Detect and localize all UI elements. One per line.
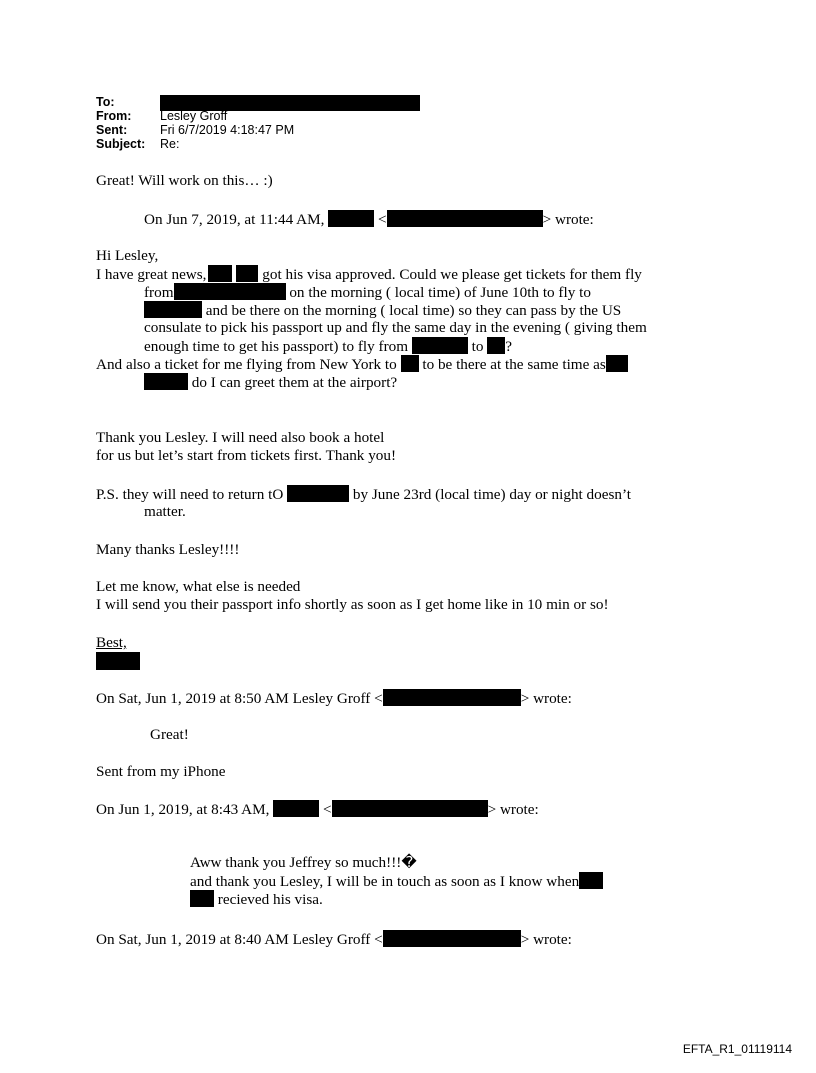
paragraph-line xyxy=(96,485,631,504)
paragraph-text: from xyxy=(144,284,174,301)
paragraph-line: Thank you Lesley. I will need also book a hotel xyxy=(96,429,385,446)
paragraph-line xyxy=(190,890,323,909)
paragraph-text: recieved his visa. xyxy=(214,891,323,908)
paragraph-line xyxy=(144,301,621,320)
redaction-box xyxy=(412,337,468,354)
paragraph-text: and thank you Lesley, I will be in touch as soon as I know when xyxy=(190,873,580,890)
paragraph-line: Aww thank you Jeffrey so much!!!� xyxy=(190,854,417,871)
paragraph-text: on the morning ( local time) of June 10th to fly to xyxy=(289,284,591,301)
quote-header-text: On Sat, Jun 1, 2019 at 8:40 AM Lesley Groff < xyxy=(96,931,383,948)
paragraph-line: matter. xyxy=(144,503,186,520)
redaction-box xyxy=(487,337,505,354)
redaction-box xyxy=(383,689,521,706)
paragraph-line: Let me know, what else is needed xyxy=(96,578,301,595)
redaction-box xyxy=(332,800,488,817)
paragraph-line xyxy=(190,872,603,891)
quote-header-text: On Jun 7, 2019, at 11:44 AM, xyxy=(144,211,329,228)
quote-header-text: > wrote: xyxy=(520,690,572,707)
redaction-box xyxy=(96,652,140,670)
paragraph-text: ? xyxy=(505,338,513,355)
redaction-box xyxy=(144,373,188,390)
quote-header-text: < xyxy=(319,801,332,818)
quote-header-text: On Jun 1, 2019, at 8:43 AM, xyxy=(96,801,274,818)
redaction-box xyxy=(273,800,319,817)
redaction-box xyxy=(387,210,543,227)
redaction-box xyxy=(202,95,420,111)
redaction-box xyxy=(401,355,419,372)
redaction-box xyxy=(236,265,258,282)
paragraph-line: Great! xyxy=(150,726,189,743)
paragraph-line: for us but let’s start from tickets first. Thank you! xyxy=(96,447,397,464)
paragraph-line xyxy=(96,265,642,284)
subject-label: Subject: xyxy=(96,137,146,151)
bates-number: EFTA_R1_01119114 xyxy=(682,1042,792,1056)
paragraph-text: to xyxy=(471,338,484,355)
subject-value: Re: xyxy=(160,137,180,151)
reply-line: Great! Will work on this… :) xyxy=(96,172,273,189)
redaction-box xyxy=(606,355,628,372)
redaction-box xyxy=(236,283,286,300)
quote-header-text: > wrote: xyxy=(542,211,594,228)
paragraph-line: Many thanks Lesley!!!! xyxy=(96,541,240,558)
paragraph-line xyxy=(144,337,512,356)
paragraph-line: consulate to pick his passport up and fly the same day in the evening ( giving them xyxy=(144,319,647,336)
paragraph-line xyxy=(96,355,628,374)
redaction-box xyxy=(190,890,214,907)
paragraph-text: enough time to get his passport) to fly from xyxy=(144,338,409,355)
from-label: From: xyxy=(96,109,132,123)
quote-header xyxy=(144,210,594,229)
quote-header-text: > wrote: xyxy=(487,801,539,818)
quote-header xyxy=(96,930,572,949)
quote-header-text: On Sat, Jun 1, 2019 at 8:50 AM Lesley Groff < xyxy=(96,690,383,707)
quote-header xyxy=(96,689,572,708)
signoff: Best, xyxy=(96,634,127,651)
quote-header-text: < xyxy=(374,211,387,228)
from-value: Lesley Groff xyxy=(160,109,228,123)
paragraph-line xyxy=(144,373,397,392)
paragraph-text: got his visa approved. Could we please get tickets for them fly xyxy=(258,266,642,283)
sent-value: Fri 6/7/2019 4:18:47 PM xyxy=(160,123,295,137)
paragraph-text: I have great news, xyxy=(96,266,207,283)
greeting: Hi Lesley, xyxy=(96,247,159,264)
signature xyxy=(96,652,140,672)
redaction-box xyxy=(174,283,236,300)
redaction-box xyxy=(144,301,202,318)
redaction-box xyxy=(208,265,232,282)
paragraph-text: And also a ticket for me flying from New York to xyxy=(96,356,397,373)
paragraph-text: by June 23rd (local time) day or night doesn’t xyxy=(349,486,631,503)
redaction-box xyxy=(287,485,349,502)
to-label: To: xyxy=(96,95,115,109)
paragraph-line xyxy=(144,283,591,302)
paragraph-text: do I can greet them at the airport? xyxy=(191,374,398,391)
redaction-box xyxy=(579,872,603,889)
paragraph-line: Sent from my iPhone xyxy=(96,763,226,780)
paragraph-text: and be there on the morning ( local time) so they can pass by the US xyxy=(202,302,622,319)
sent-label: Sent: xyxy=(96,123,128,137)
quote-header xyxy=(96,800,539,819)
paragraph-text: P.S. they will need to return tO xyxy=(96,486,284,503)
quote-header-text: > wrote: xyxy=(520,931,572,948)
paragraph-line: I will send you their passport info shortly as soon as I get home like in 10 min or so! xyxy=(96,596,609,613)
redaction-box xyxy=(383,930,521,947)
paragraph-text: to be there at the same time as xyxy=(422,356,606,373)
redaction-box xyxy=(328,210,374,227)
